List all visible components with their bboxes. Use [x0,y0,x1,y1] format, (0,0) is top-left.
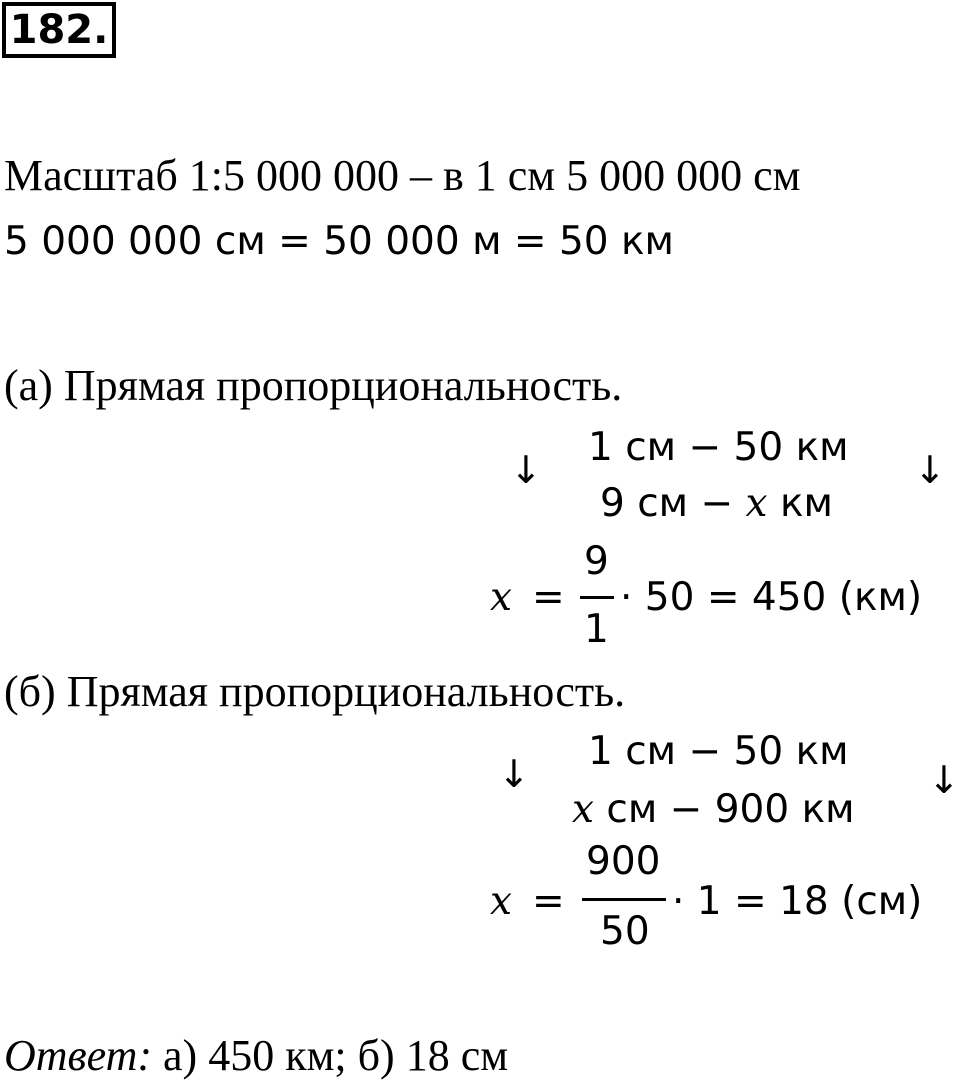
unit-conversion: 5 000 000 см = 50 000 м = 50 км [4,219,674,264]
part-a-eq-result: · 50 = 450 (км) [620,575,923,620]
part-a-eq-variable: x [490,575,512,620]
part-a-eq-equals: = [532,575,565,620]
part-b-proportion-row2: x см − 900 км [572,787,855,832]
part-a-proportion-row1: 1 см − 50 км [588,425,849,470]
part-b-left-arrow-icon: ↓ [498,752,530,796]
part-a-fraction-bar [580,596,614,599]
part-a-left-arrow-icon: ↓ [510,448,542,492]
part-b-fraction-numerator: 900 [586,839,661,884]
part-b-proportion-row1: 1 см − 50 км [588,729,849,774]
part-a-proportion-row2: 9 см − x км [600,481,833,526]
part-b-heading: (б) Прямая пропорциональность. [4,667,626,716]
part-b-right-arrow-icon: ↓ [928,758,960,802]
part-a-fraction-numerator: 9 [584,539,609,584]
part-b-eq-result: · 1 = 18 (см) [672,879,923,924]
part-a-fraction-denominator: 1 [584,607,609,652]
answer-line [4,1030,508,1082]
part-b-eq-variable: x [490,879,512,924]
part-a-heading: (а) Прямая пропорциональность. [4,361,623,410]
part-a-right-arrow-icon: ↓ [914,448,946,492]
part-b-eq-equals: = [532,879,565,924]
part-b-fraction-bar [582,898,666,901]
scale-statement: Масштаб 1:5 000 000 – в 1 см 5 000 000 см [4,151,801,200]
answer-label: Ответ: [4,1031,153,1080]
problem-number: 182. [2,2,116,58]
part-b-fraction-denominator: 50 [600,909,650,954]
answer-text: а) 450 км; б) 18 см [152,1031,509,1080]
